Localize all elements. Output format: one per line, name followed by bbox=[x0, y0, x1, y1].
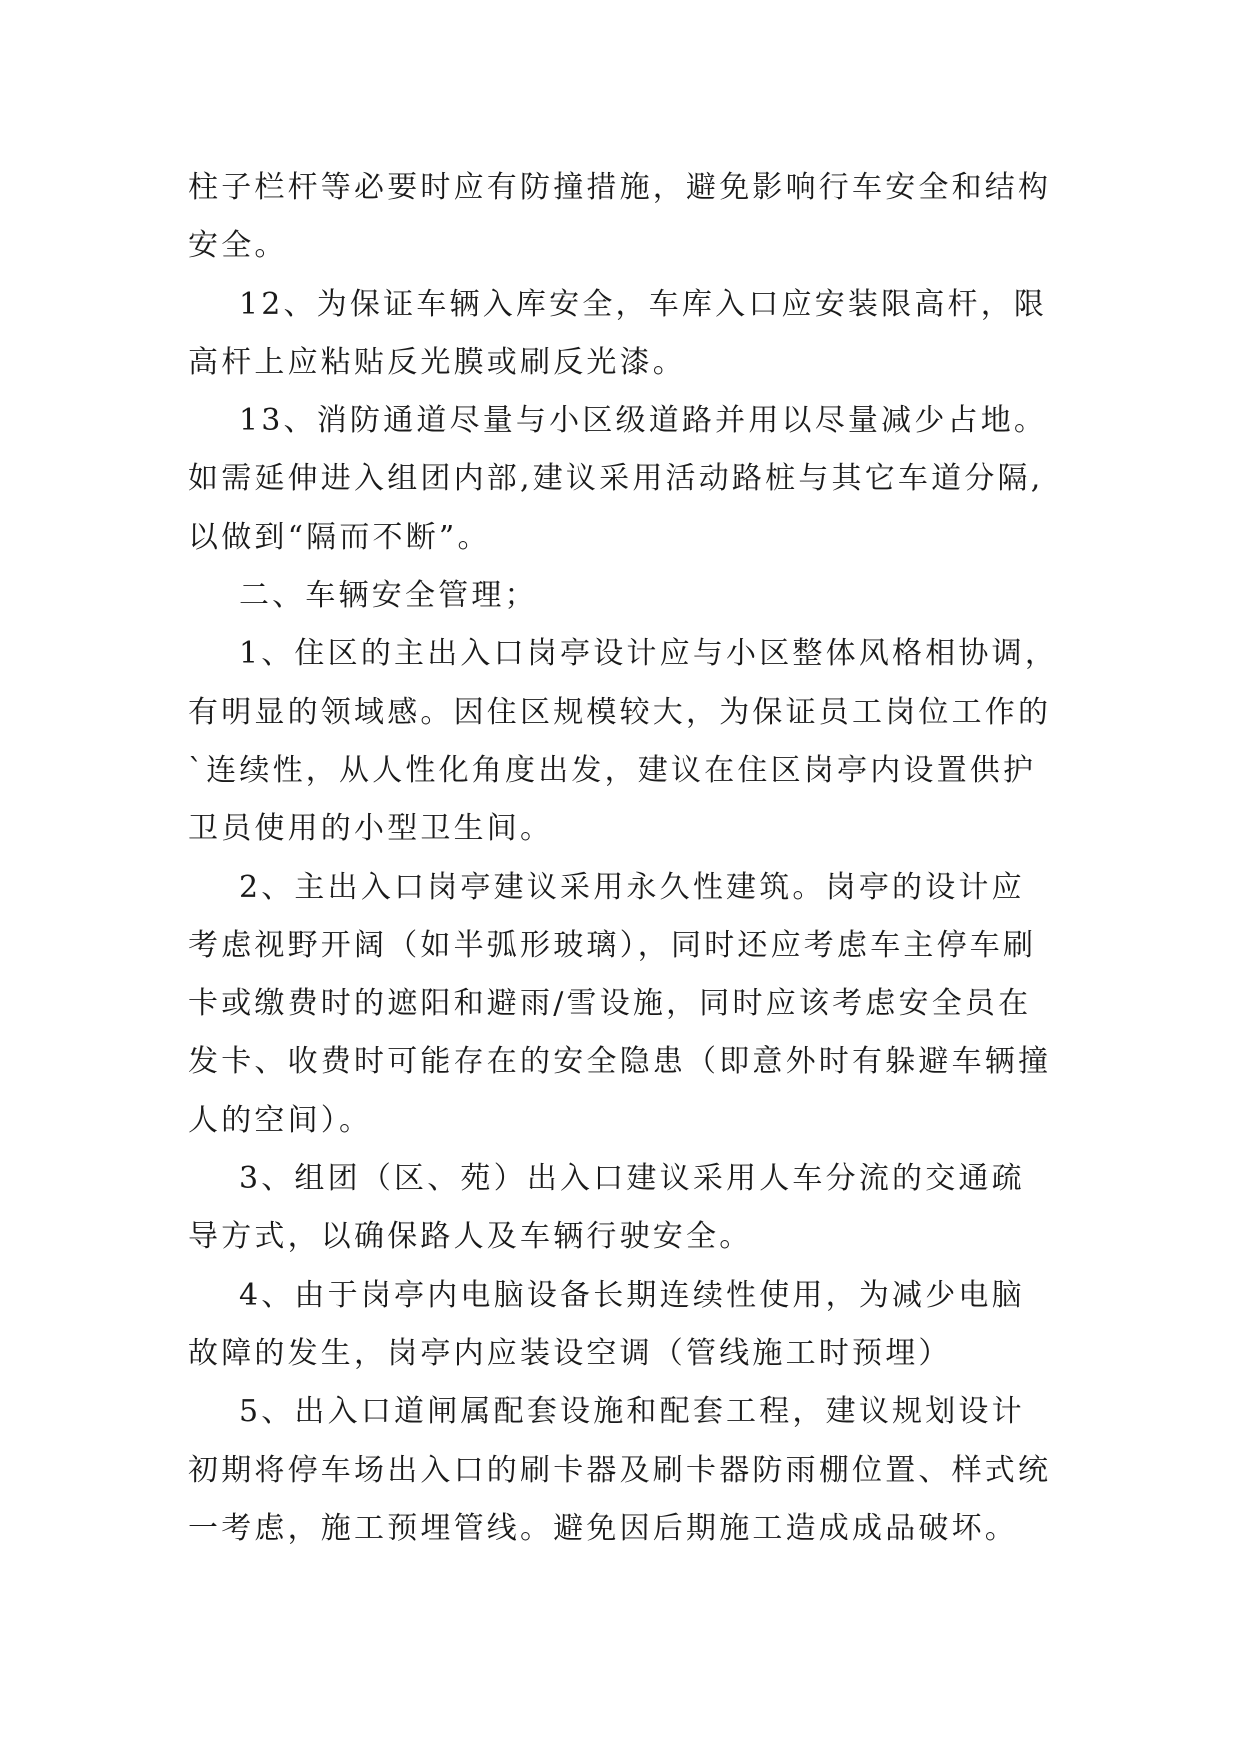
text-line: 初期将停车场出入口的刷卡器及刷卡器防雨棚位置、样式统 bbox=[188, 1452, 1052, 1488]
text-line: 人的空间）。 bbox=[188, 1102, 373, 1138]
text-line: 卫员使用的小型卫生间。 bbox=[188, 811, 554, 847]
text-line: 导方式，以确保路人及车辆行驶安全。 bbox=[188, 1219, 753, 1255]
text-line: 柱子栏杆等必要时应有防撞措施，避免影响行车安全和结构 bbox=[188, 170, 1052, 205]
text-line: 2、主出入口岗亭建议采用永久性建筑。岗亭的设计应 bbox=[188, 869, 1025, 905]
text-line: 12、为保证车辆入库安全，车库入口应安装限高杆，限 bbox=[188, 286, 1048, 322]
text-line: 以做到“隔而不断”。 bbox=[188, 519, 491, 555]
text-line: 发卡、收费时可能存在的安全隐患（即意外时有躲避车辆撞 bbox=[188, 1044, 1052, 1080]
text-line: 13、消防通道尽量与小区级道路并用以尽量减少占地。 bbox=[188, 403, 1048, 439]
text-line: 如需延伸进入组团内部,建议采用活动路桩与其它车道分隔, bbox=[188, 461, 1044, 497]
text-line: 安全。 bbox=[188, 228, 288, 264]
text-line: 故障的发生，岗亭内应装设空调（管线施工时预埋） bbox=[188, 1335, 952, 1371]
text-line: 卡或缴费时的遮阳和避雨/雪设施，同时应该考虑安全员在 bbox=[188, 986, 1032, 1022]
section-heading: 二、车辆安全管理； bbox=[188, 578, 538, 614]
text-line: 4、由于岗亭内电脑设备长期连续性使用，为减少电脑 bbox=[188, 1277, 1025, 1313]
text-line: 3、组团（区、苑）出入口建议采用人车分流的交通疏 bbox=[188, 1161, 1025, 1197]
text-line: 1、住区的主出入口岗亭设计应与小区整体风格相协调， bbox=[188, 636, 1059, 672]
text-line: `连续性，从人性化角度出发，建议在住区岗亭内设置供护 bbox=[188, 752, 1037, 788]
text-line: 5、出入口道闸属配套设施和配套工程，建议规划设计 bbox=[188, 1394, 1025, 1430]
text-line: 有明显的领域感。因住区规模较大，为保证员工岗位工作的 bbox=[188, 694, 1052, 730]
text-line: 考虑视野开阔（如半弧形玻璃），同时还应考虑车主停车刷 bbox=[188, 927, 1037, 963]
text-line: 一考虑，施工预埋管线。避免因后期施工造成成品破坏。 bbox=[188, 1510, 1018, 1546]
text-line: 高杆上应粘贴反光膜或刷反光漆。 bbox=[188, 344, 686, 380]
document-body bbox=[188, 159, 1068, 1558]
